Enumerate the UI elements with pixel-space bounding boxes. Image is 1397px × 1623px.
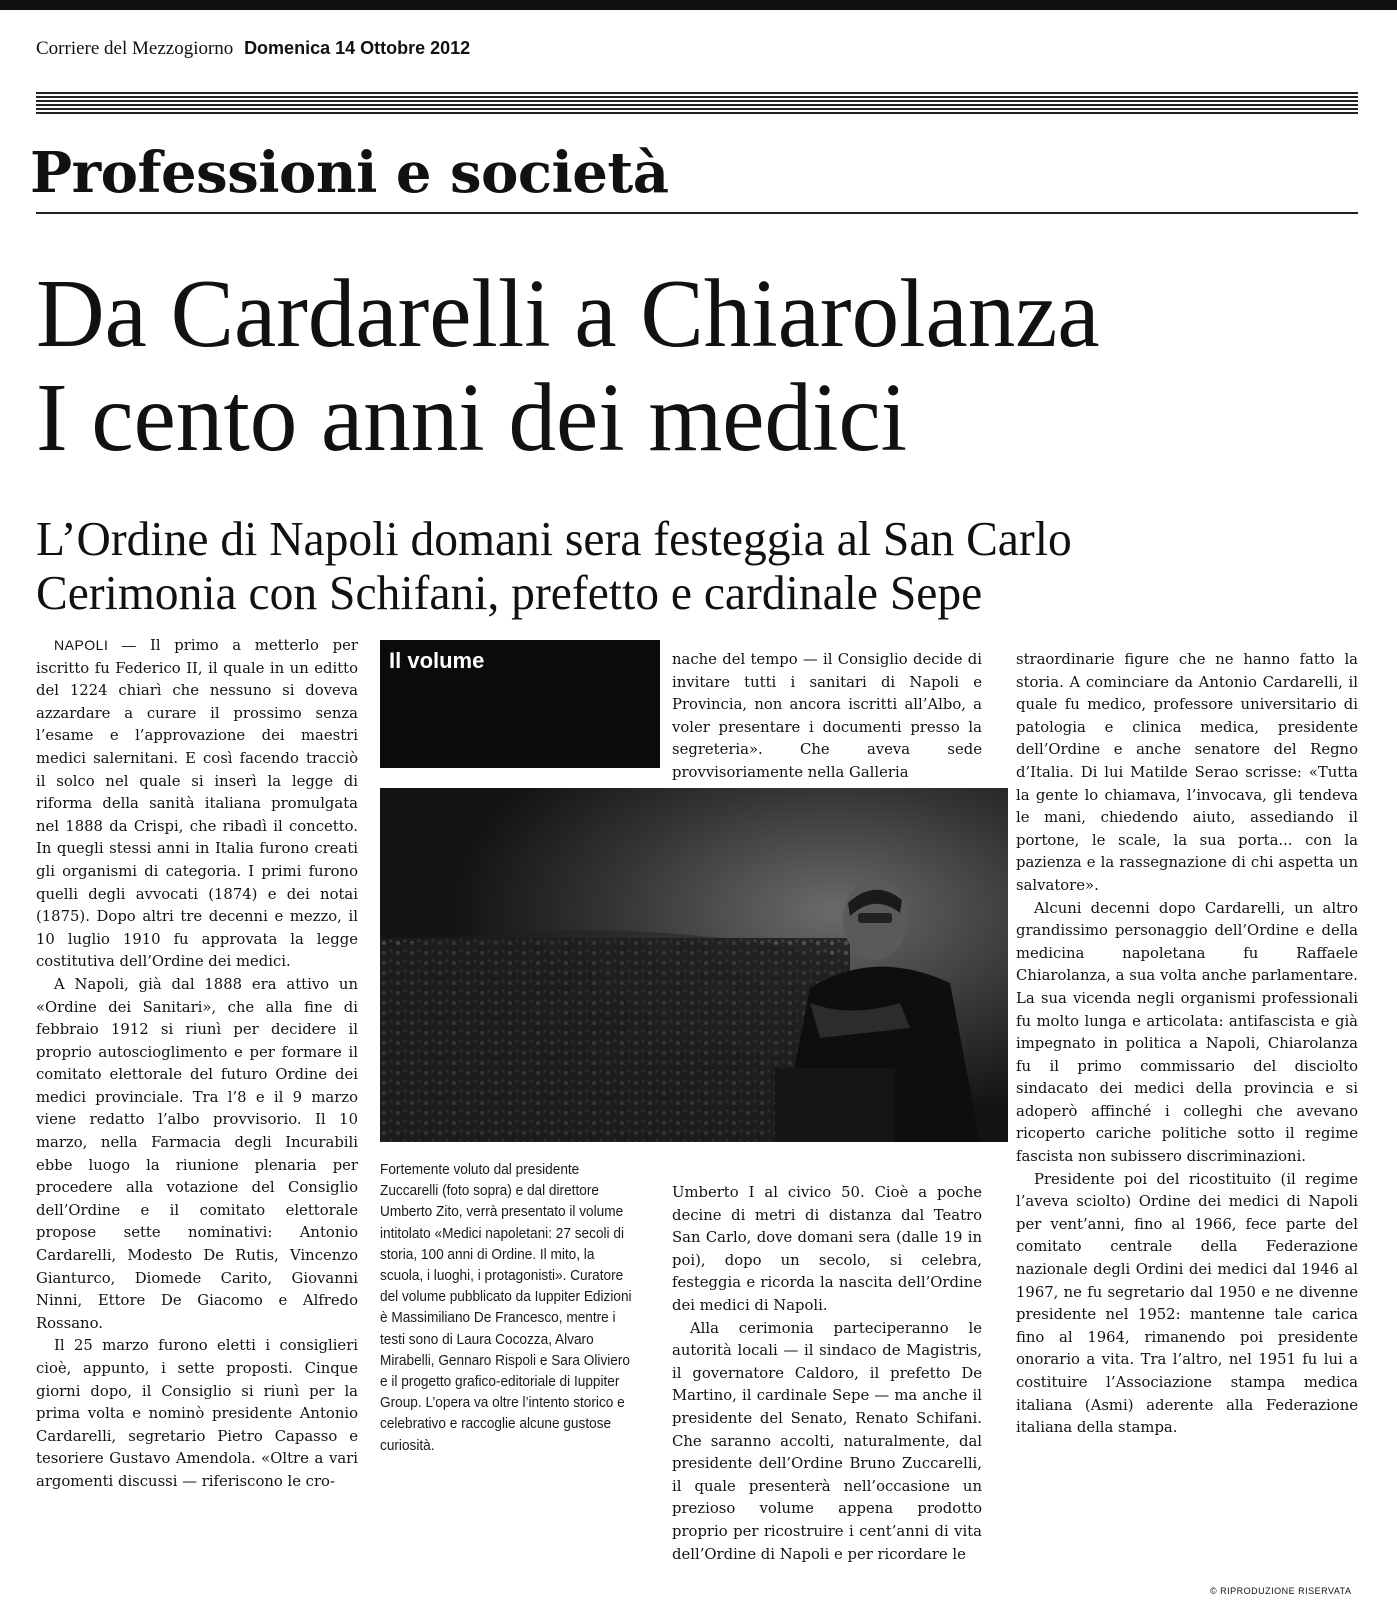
photo-caption: Fortemente voluto dal presidente Zuccarelli (foto sopra) e dal direttore Umberto Zito, verrà presentato il volume intitolato «Medici napoletani: 27 secoli di storia, 100 anni di Ordine. Il mito, la scuola, i luoghi, i protagonisti». Curatore del volume pubblicato da Iuppiter Edizioni è Massimiliano De Francesco, mentre i testi sono di Laura Cocozza, Alvaro Mirabelli, Gennaro Rispoli e Sara Oliviero e il progetto grafico-editoriale di Iuppiter Group. L’opera va oltre l’intento storico e celebrativo e raccoglie alcune gustose curiosità. bbox=[380, 1162, 632, 1454]
article-column-1 bbox=[36, 634, 358, 1494]
photo-speaker-image bbox=[380, 788, 1008, 1142]
subheadline-line-1: L’Ordine di Napoli domani sera festeggia al San Carlo bbox=[36, 511, 1072, 566]
article-column-3-top bbox=[672, 649, 982, 785]
headline-line-2: I cento anni dei medici bbox=[36, 364, 908, 472]
paragraph: Presidente poi del ricostituito (il regime l’aveva sciolto) Ordine dei medici di Napoli per vent’anni, fino al 1966, fece parte del comitato centrale della Federazione nazionale degli Ordini dei medici dal 1946 al 1967, ne fu segretario dal 1950 e ne divenne presidente nel 1952: mantenne tale carica fino al 1964, rimanendo poi presidente onorario a vita. Tra l’altro, nel 1951 fu lui a costituire l’Associazione stampa medica italiana (Asmi) aderente alla Federazione italiana della stampa. bbox=[1016, 1170, 1358, 1437]
article-column-4 bbox=[1016, 649, 1358, 1440]
masthead bbox=[36, 38, 470, 60]
paragraph: Umberto I al civico 50. Cioè a poche decine di metri di distanza dal Teatro San Carlo, dove domani sera (dalle 19 in poi), dopo un secolo, si celebra, festeggia e ricorda la nascita dell’Ordine dei medici di Napoli. bbox=[672, 1184, 982, 1314]
section-divider bbox=[36, 212, 1358, 214]
paragraph: Il 25 marzo furono eletti i consiglieri cioè, appunto, i sette proposti. Cinque giorni dopo, il Consiglio si riunì per la prima volta e nominò presidente Antonio Cardarelli, segretario Pietro Capasso e tesoriere Gustavo Amendola. «Oltre a vari argomenti discussi — riferiscono le cro- bbox=[36, 1337, 358, 1490]
section-title: Professioni e società bbox=[30, 140, 669, 206]
paragraph-text: Il primo a metterlo per iscritto fu Federico II, il quale in un editto del 1224 chiarì che nessuno si doveva azzardare a curare il prossimo senza l’esame e l’approvazione dei maestri medici salernitani. E così facendo tracciò il solco nel quale si inserì la legge di riforma della sanità italiana promulgata nel 1888 da Crispi, che ribadì il concetto. In quegli stessi anni in Italia furono creati gli organismi di categoria. I primi furono quelli degli avvocati (1874) e dei notai (1875). Dopo altri tre decenni e mezzo, il 10 luglio 1910 fu approvata la legge costitutiva dell’Ordine dei medici. bbox=[36, 637, 358, 971]
dateline: NAPOLI — bbox=[54, 637, 137, 653]
headline bbox=[36, 262, 1100, 470]
paragraph bbox=[36, 634, 358, 974]
paragraph: Alcuni decenni dopo Cardarelli, un altro grandissimo personaggio dell’Ordine e della medicina napoletana fu Raffaele Chiarolanza, a sua volta anche parlamentare. La sua vicenda negli organismi professionali fu molto lunga e articolata: antifascista e già impegnato in politica a Napoli, Chiarolanza fu il primo commissario del disciolto sindacato dei medici della provincia e si adoperò affinché i colleghi che avevano ricoperto cariche politiche sotto il regime fascista non subissero discriminazioni. bbox=[1016, 899, 1358, 1166]
article-column-3-bottom bbox=[672, 1182, 982, 1566]
paragraph: nache del tempo — il Consiglio decide di invitare tutti i sanitari di Napoli e Provincia, non ancora iscritti all’Albo, a voler presentare i documenti presso la segreteria». Che aveva sede provvisoriamente nella Galleria bbox=[672, 651, 982, 781]
sidebar-title: Il volume bbox=[389, 648, 485, 673]
top-border bbox=[0, 0, 1397, 10]
subheadline-line-2: Cerimonia con Schifani, prefetto e cardinale Sepe bbox=[36, 565, 983, 620]
sidebar-header bbox=[380, 640, 660, 768]
article-photo bbox=[380, 788, 1008, 1142]
copyright-notice: © RIPRODUZIONE RISERVATA bbox=[1210, 1586, 1352, 1596]
paragraph: A Napoli, già dal 1888 era attivo un «Ordine dei Sanitari», che alla fine di febbraio 1912 si riunì per decidere il proprio autoscioglimento e per formare il comitato elettorale del futuro Ordine dei medici provinciale. Tra l’8 e il 9 marzo viene redatto l’albo provvisorio. Il 10 marzo, nella Farmacia degli Incurabili ebbe luogo la riunione plenaria per procedere alla votazione del Consiglio dell’Ordine e il comitato elettorale propose sette nominativi: Antonio Cardarelli, Modesto De Rutis, Vincenzo Gianturco, Diomede Carito, Giovanni Ninni, Ettore De Giacomo e Alfredo Rossano. bbox=[36, 975, 358, 1332]
paragraph: straordinarie figure che ne hanno fatto la storia. A cominciare da Antonio Cardarelli, il quale fu medico, professore universitario di patologia e clinica medica, presidente dell’Ordine e anche senatore del Regno d’Italia. Di lui Matilde Serao scrisse: «Tutta la gente lo chiamava, l’invocava, gli tendeva le mani, chiedendo aiuto, assediando il portone, le scale, la sua porta... con la pazienza e la rassegnazione di chi aspetta un salvatore». bbox=[1016, 651, 1358, 894]
subheadline bbox=[36, 512, 1072, 620]
masthead-rules bbox=[36, 92, 1358, 114]
headline-line-1: Da Cardarelli a Chiarolanza bbox=[36, 260, 1100, 368]
newspaper-name: Corriere del Mezzogiorno bbox=[36, 38, 234, 59]
issue-date: Domenica 14 Ottobre 2012 bbox=[244, 38, 471, 58]
paragraph: Alla cerimonia parteciperanno le autorità locali — il sindaco de Magistris, il governatore Caldoro, il prefetto De Martino, il cardinale Sepe — ma anche il presidente del Senato, Renato Schifani. Che saranno accolti, naturalmente, dal presidente dell’Ordine Bruno Zuccarelli, il quale presenterà nell’occasione un prezioso volume appena prodotto proprio per ricostruire i cent’anni di vita dell’Ordine di Napoli e per ricordare le bbox=[672, 1319, 982, 1563]
